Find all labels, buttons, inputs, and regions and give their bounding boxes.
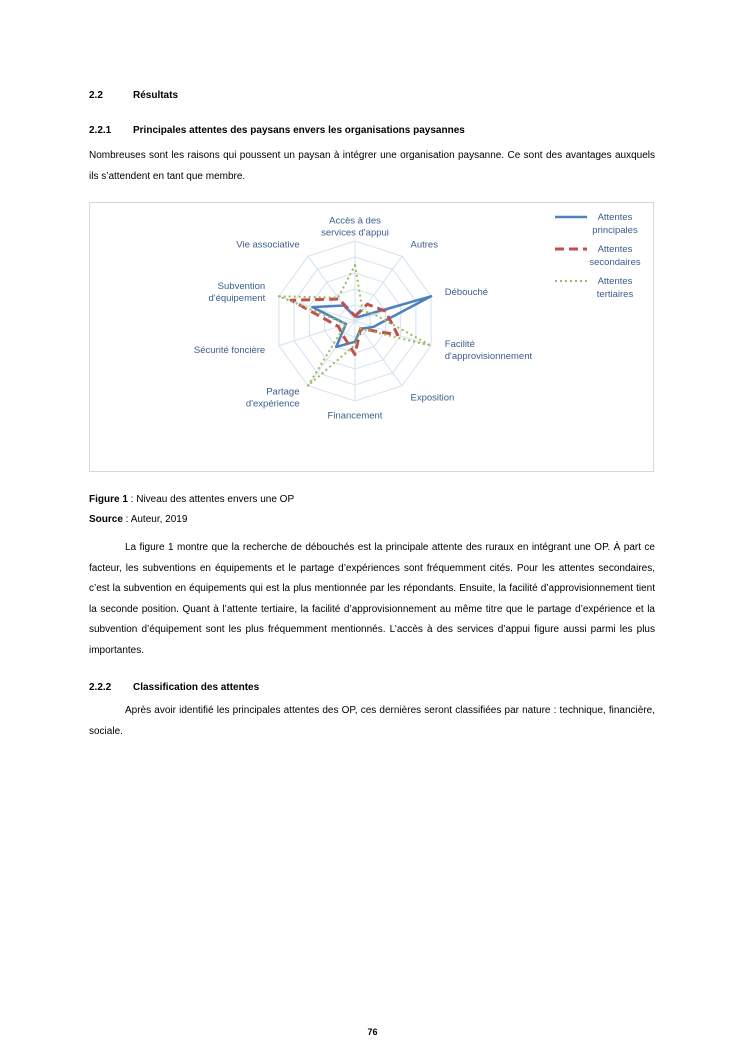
- page-number: 76: [367, 1027, 378, 1037]
- grid-spoke: [279, 321, 355, 346]
- axis-label: Partage d'expérience: [245, 386, 300, 410]
- axis-label: Financement: [327, 410, 383, 422]
- figure-caption-text: : Niveau des attentes envers une OP: [127, 494, 295, 505]
- figure-caption: [89, 494, 294, 505]
- figure-label: Figure 1: [89, 494, 128, 505]
- axis-label: Autres: [410, 239, 438, 251]
- axis-label: Facilité d'approvisionnement: [444, 339, 533, 363]
- analysis-paragraph: La figure 1 montre que la recherche de débouchés est la principale attente des ruraux en intégrant une OP. À part ce facteur, les subventions en équipements et le partage d’expériences sont fréquemment cités. Pour les attentes secondaires, c’est la subvention en équipements qui est la plus mentionnée par les répondants. Ensuite, la facilité d’approvisionnement tient la seconde position. Quant à l’attente tertiaire, la facilité d’approvisionnement au même titre que le partage d’expérience et la subvention d’équipement sont les plus fréquemment mentionnés. L’accès à des services d’appui figure aussi parmi les plus importantes.: [89, 542, 655, 656]
- classification-paragraph: Après avoir identifié les principales attentes des OP, ces dernières seront classifiées par nature : technique, financière, sociale.: [89, 705, 655, 737]
- legend-label-2: Attentes secondaires: [589, 244, 641, 268]
- section-number: 2.2: [89, 90, 103, 101]
- figure-source: [89, 514, 187, 525]
- grid-spoke: [308, 321, 355, 386]
- source-label: Source: [89, 514, 123, 525]
- subsection-number: 2.2.1: [89, 125, 112, 136]
- subsection-title: Principales attentes des paysans envers les organisations paysannes: [133, 125, 465, 136]
- source-text: : Auteur, 2019: [122, 514, 188, 525]
- subsection-heading-1: [89, 125, 465, 136]
- legend-label-1: Attentes principales: [592, 212, 638, 236]
- legend-label-3: Attentes tertiaires: [596, 276, 634, 300]
- section-heading: [89, 90, 178, 101]
- axis-label: Sécurité foncière: [193, 345, 266, 357]
- axis-label: Vie associative: [236, 239, 300, 251]
- axis-label: Accès à des services d'appui: [321, 215, 389, 239]
- subsection-title: Classification des attentes: [133, 682, 260, 693]
- subsection-number: 2.2.2: [89, 682, 112, 693]
- radar-chart: [89, 202, 654, 472]
- radar-chart-svg: [90, 203, 655, 473]
- axis-label: Débouché: [444, 286, 489, 298]
- section-title: Résultats: [133, 90, 179, 101]
- intro-paragraph: Nombreuses sont les raisons qui poussent un paysan à intégrer une organisation paysanne. Ce sont des avantages auxquels ils s’attendent en tant que membre.: [89, 150, 655, 182]
- axis-label: Exposition: [410, 392, 455, 404]
- subsection-heading-2: [89, 682, 259, 693]
- axis-label: Subvention d'équipement: [208, 280, 266, 304]
